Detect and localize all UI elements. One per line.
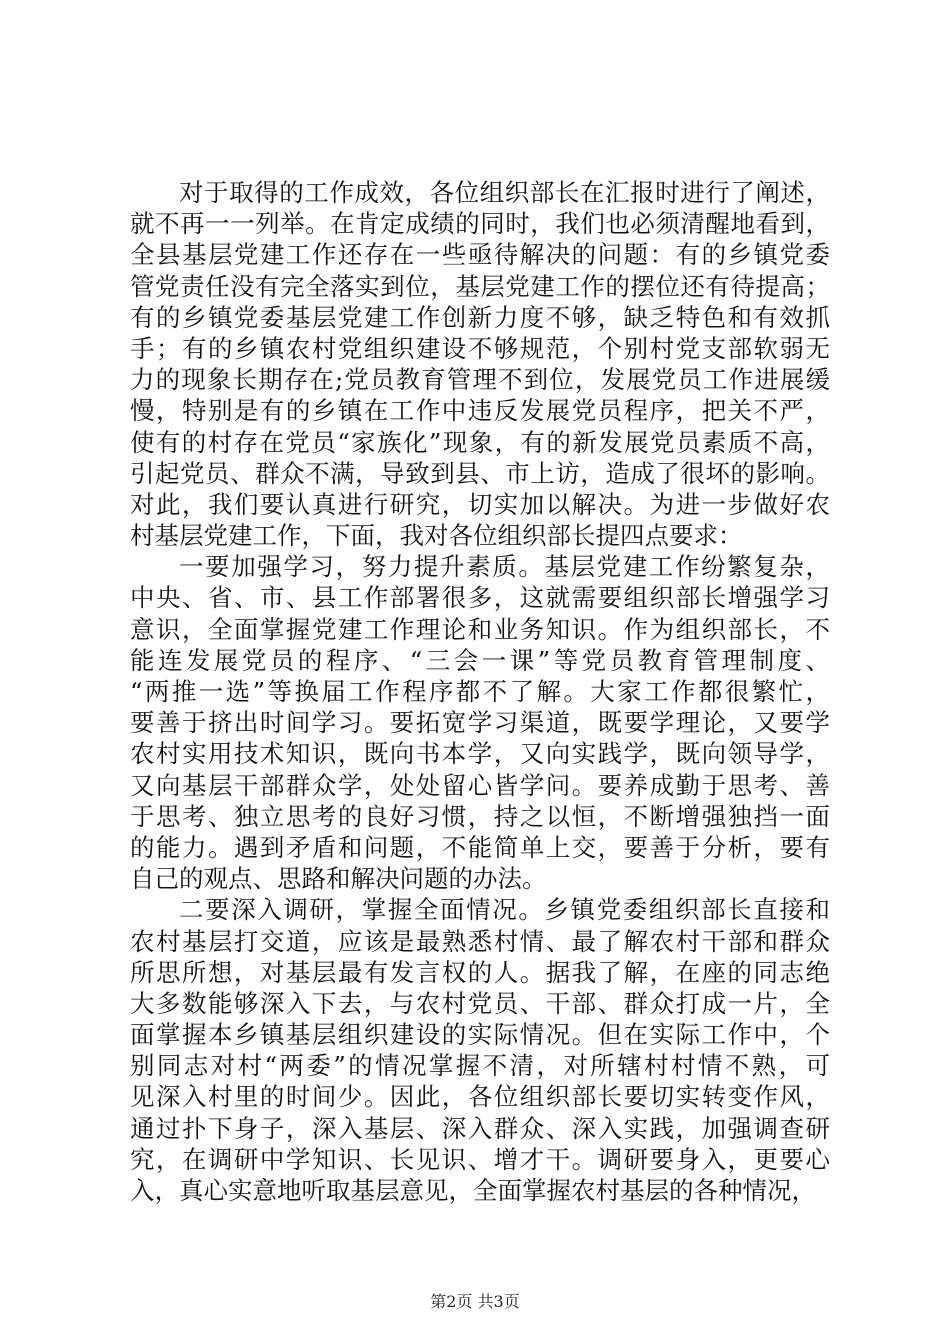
- text-line: 有的乡镇党委基层党建工作创新力度不够，缺乏特色和有效抓: [130, 302, 830, 332]
- paragraph: [130, 551, 830, 894]
- text-line: 对于取得的工作成效，各位组织部长在汇报时进行了阐述，: [179, 178, 830, 207]
- text-line: 自己的观点、思路和解决问题的办法。: [130, 864, 547, 894]
- text-line: 对此，我们要认真进行研究，切实加以解决。为进一步做好农: [130, 489, 830, 519]
- text-line: 管党责任没有完全落实到位，基层党建工作的摆位还有待提高；: [130, 271, 830, 301]
- text-line: “两推一选”等换届工作程序都不了解。大家工作都很繁忙，: [130, 677, 830, 706]
- text-line: 能连发展党员的程序、“三会一课”等党员教育管理制度、: [130, 645, 830, 675]
- text-line: 面掌握本乡镇基层组织建设的实际情况。但在实际工作中，个: [130, 1020, 830, 1050]
- text-line: 力的现象长期存在;党员教育管理不到位，发展党员工作进展缓: [130, 365, 830, 395]
- text-line: 究，在调研中学知识、长见识、增才干。调研要身入，更要心: [130, 1144, 830, 1174]
- text-line: 农村基层打交道，应该是最熟悉村情、最了解农村干部和群众: [130, 926, 830, 956]
- text-line: 大多数能够深入下去，与农村党员、干部、群众打成一片，全: [130, 988, 830, 1018]
- text-line: 全县基层党建工作还存在一些亟待解决的问题：有的乡镇党委: [130, 240, 830, 270]
- paragraph: [130, 177, 830, 551]
- text-line: 意识，全面掌握党建工作理论和业务知识。作为组织部长，不: [130, 614, 830, 644]
- text-line: 就不再一一列举。在肯定成绩的同时，我们也必须清醒地看到，: [130, 209, 830, 239]
- text-line: 手；有的乡镇农村党组织建设不够规范，个别村党支部软弱无: [130, 333, 830, 363]
- text-line: 别同志对村“两委”的情况掌握不清，对所辖村村情不熟，可: [130, 1051, 830, 1081]
- text-line: 村基层党建工作，下面，我对各位组织部长提四点要求：: [130, 521, 743, 551]
- text-line: 农村实用技术知识，既向书本学，又向实践学，既向领导学，: [130, 739, 830, 769]
- text-line: 的能力。遇到矛盾和问题，不能简单上交，要善于分析，要有: [130, 832, 830, 862]
- text-line: 见深入村里的时间少。因此，各位组织部长要切实转变作风，: [130, 1082, 830, 1112]
- text-line: 中央、省、市、县工作部署很多，这就需要组织部长增强学习: [130, 583, 830, 613]
- text-line: 于思考、独立思考的良好习惯，持之以恒，不断增强独挡一面: [130, 801, 830, 831]
- text-line: 通过扑下身子，深入基层、深入群众、深入实践，加强调查研: [130, 1113, 830, 1143]
- page-footer: 第2页 共3页: [430, 1292, 520, 1311]
- text-line: 二要深入调研，掌握全面情况。乡镇党委组织部长直接和: [179, 895, 830, 925]
- text-line: 要善于挤出时间学习。要拓宽学习渠道，既要学理论，又要学: [130, 708, 830, 738]
- text-line: 慢，特别是有的乡镇在工作中违反发展党员程序，把关不严，: [130, 396, 830, 426]
- text-line: 入，真心实意地听取基层意见，全面掌握农村基层的各种情况，: [130, 1176, 816, 1205]
- document-body: [130, 177, 830, 1206]
- text-line: 一要加强学习，努力提升素质。基层党建工作纷繁复杂，: [179, 552, 830, 582]
- text-line: 所思所想，对基层最有发言权的人。据我了解，在座的同志绝: [130, 957, 830, 987]
- text-line: 使有的村存在党员“家族化”现象，有的新发展党员素质不高，: [130, 427, 830, 457]
- text-line: 引起党员、群众不满，导致到县、市上访，造成了很坏的影响。: [130, 458, 830, 488]
- paragraph: [130, 894, 830, 1206]
- text-line: 又向基层干部群众学，处处留心皆学问。要养成勤于思考、善: [130, 770, 830, 800]
